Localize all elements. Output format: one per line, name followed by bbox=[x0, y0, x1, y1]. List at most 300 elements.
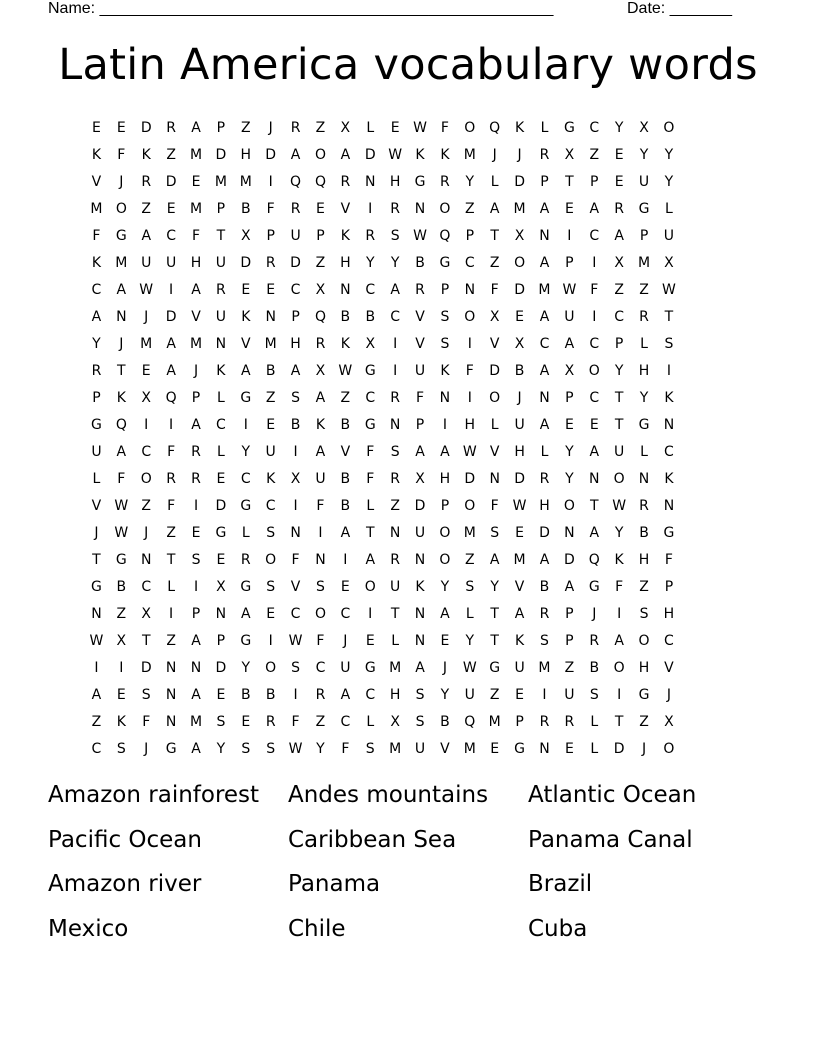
grid-letter: U bbox=[464, 686, 475, 703]
grid-letter: W bbox=[288, 632, 303, 649]
grid-letter: E bbox=[340, 578, 350, 595]
grid-letter: K bbox=[266, 470, 276, 487]
grid-row bbox=[84, 735, 732, 762]
grid-letter: F bbox=[590, 281, 599, 298]
grid-letter: Q bbox=[165, 389, 177, 406]
grid-letter: T bbox=[92, 551, 101, 568]
page-title: Latin America vocabulary words bbox=[58, 40, 758, 90]
grid-letter: C bbox=[91, 740, 102, 757]
grid-row bbox=[84, 384, 732, 411]
grid-letter: U bbox=[414, 524, 426, 541]
grid-letter: O bbox=[265, 659, 277, 676]
grid-letter: J bbox=[193, 362, 199, 379]
grid-letter: X bbox=[365, 335, 376, 352]
grid-letter: B bbox=[116, 578, 127, 595]
grid-letter: B bbox=[589, 659, 600, 676]
grid-letter: Y bbox=[639, 389, 649, 406]
grid-letter: E bbox=[266, 605, 276, 622]
grid-letter: D bbox=[265, 146, 277, 163]
grid-row bbox=[84, 141, 732, 168]
grid-letter: I bbox=[467, 389, 472, 406]
grid-letter: Y bbox=[614, 524, 624, 541]
grid-letter: O bbox=[613, 470, 625, 487]
grid-letter: K bbox=[340, 227, 350, 244]
grid-letter: V bbox=[514, 578, 525, 595]
grid-letter: C bbox=[290, 605, 301, 622]
grid-letter: H bbox=[638, 659, 650, 676]
grid-letter: G bbox=[663, 524, 675, 541]
grid-letter: Y bbox=[465, 173, 475, 190]
grid-letter: H bbox=[663, 605, 675, 622]
grid-letter: F bbox=[167, 443, 176, 460]
grid-letter: C bbox=[91, 281, 102, 298]
grid-letter: I bbox=[368, 200, 373, 217]
grid-letter: G bbox=[588, 578, 600, 595]
grid-letter: C bbox=[141, 578, 152, 595]
grid-letter: M bbox=[189, 713, 203, 730]
grid-letter: J bbox=[442, 659, 447, 676]
grid-letter: B bbox=[340, 470, 351, 487]
grid-letter: R bbox=[539, 713, 550, 730]
grid-letter: R bbox=[340, 173, 351, 190]
grid-letter: S bbox=[639, 605, 649, 622]
grid-letter: R bbox=[315, 686, 326, 703]
grid-letter: P bbox=[216, 632, 226, 649]
grid-letter: D bbox=[514, 470, 525, 487]
grid-letter: Q bbox=[489, 119, 501, 136]
grid-letter: R bbox=[589, 632, 600, 649]
grid-letter: N bbox=[190, 659, 202, 676]
grid-letter: S bbox=[191, 551, 201, 568]
grid-letter: N bbox=[265, 308, 276, 325]
word-list-item: Andes mountains bbox=[288, 782, 489, 808]
grid-letter: L bbox=[640, 335, 648, 352]
grid-letter: G bbox=[489, 659, 501, 676]
grid-letter: P bbox=[614, 335, 624, 352]
grid-letter: W bbox=[413, 119, 427, 136]
date-line: Date: _______ bbox=[627, 0, 732, 17]
grid-letter: A bbox=[191, 686, 201, 703]
grid-letter: M bbox=[463, 146, 476, 163]
grid-letter: V bbox=[440, 740, 450, 757]
grid-letter: E bbox=[216, 686, 226, 703]
grid-letter: U bbox=[663, 227, 675, 244]
grid-letter: Q bbox=[314, 173, 326, 190]
grid-letter: K bbox=[141, 146, 151, 163]
grid-letter: K bbox=[514, 119, 525, 136]
grid-letter: C bbox=[141, 443, 152, 460]
grid-letter: R bbox=[639, 497, 649, 514]
grid-letter: Y bbox=[639, 146, 649, 163]
grid-letter: G bbox=[91, 578, 102, 595]
grid-letter: R bbox=[315, 335, 326, 352]
grid-letter: H bbox=[464, 416, 476, 433]
grid-letter: I bbox=[193, 578, 199, 595]
grid-letter: R bbox=[539, 605, 550, 622]
grid-letter: X bbox=[514, 335, 525, 352]
grid-letter: N bbox=[389, 416, 401, 433]
grid-letter: O bbox=[563, 497, 575, 514]
grid-letter: D bbox=[140, 659, 152, 676]
grid-letter: D bbox=[464, 470, 476, 487]
grid-letter: X bbox=[390, 713, 400, 730]
grid-letter: F bbox=[316, 632, 325, 649]
grid-letter: V bbox=[340, 200, 351, 217]
grid-letter: K bbox=[415, 146, 425, 163]
grid-letter: I bbox=[193, 497, 199, 514]
grid-letter: R bbox=[564, 713, 575, 730]
grid-letter: U bbox=[315, 470, 326, 487]
grid-letter: X bbox=[614, 254, 624, 271]
grid-letter: W bbox=[562, 281, 577, 298]
grid-letter: P bbox=[216, 200, 226, 217]
grid-letter: I bbox=[592, 308, 597, 325]
grid-letter: U bbox=[614, 443, 625, 460]
grid-letter: I bbox=[368, 605, 373, 622]
grid-letter: E bbox=[241, 713, 251, 730]
grid-letter: K bbox=[340, 335, 350, 352]
grid-letter: N bbox=[589, 470, 600, 487]
grid-letter: X bbox=[240, 227, 251, 244]
grid-letter: J bbox=[666, 686, 671, 703]
grid-letter: M bbox=[513, 200, 526, 217]
grid-letter: O bbox=[265, 551, 277, 568]
grid-letter: D bbox=[290, 254, 301, 271]
grid-letter: N bbox=[165, 686, 177, 703]
grid-letter: H bbox=[638, 362, 650, 379]
grid-letter: E bbox=[564, 200, 574, 217]
grid-letter: J bbox=[517, 389, 522, 406]
grid-letter: T bbox=[614, 713, 624, 730]
grid-letter: S bbox=[415, 713, 425, 730]
grid-letter: V bbox=[91, 497, 102, 514]
grid-row bbox=[84, 114, 732, 141]
grid-letter: H bbox=[514, 443, 525, 460]
grid-row bbox=[84, 168, 732, 195]
grid-letter: I bbox=[119, 659, 124, 676]
grid-letter: E bbox=[266, 281, 276, 298]
grid-letter: L bbox=[391, 632, 400, 649]
grid-letter: S bbox=[241, 740, 251, 757]
grid-letter: I bbox=[169, 605, 174, 622]
grid-letter: C bbox=[539, 335, 550, 352]
grid-letter: I bbox=[467, 335, 472, 352]
grid-letter: B bbox=[415, 254, 425, 271]
grid-letter: W bbox=[338, 362, 353, 379]
grid-letter: R bbox=[191, 470, 201, 487]
grid-letter: O bbox=[115, 200, 127, 217]
grid-letter: S bbox=[390, 227, 400, 244]
grid-letter: L bbox=[216, 389, 225, 406]
grid-letter: U bbox=[390, 578, 401, 595]
grid-letter: B bbox=[340, 308, 351, 325]
grid-letter: G bbox=[115, 551, 127, 568]
grid-letter: N bbox=[215, 335, 227, 352]
grid-letter: R bbox=[91, 362, 102, 379]
grid-letter: V bbox=[290, 578, 301, 595]
grid-letter: I bbox=[666, 362, 671, 379]
grid-letter: K bbox=[241, 308, 251, 325]
grid-letter: R bbox=[240, 551, 251, 568]
grid-letter: U bbox=[414, 362, 426, 379]
grid-letter: J bbox=[144, 524, 149, 541]
grid-letter: A bbox=[191, 281, 201, 298]
grid-letter: U bbox=[514, 416, 525, 433]
grid-letter: W bbox=[89, 632, 104, 649]
grid-letter: F bbox=[117, 146, 126, 163]
grid-letter: C bbox=[614, 308, 625, 325]
grid-letter: Z bbox=[489, 686, 500, 703]
grid-letter: F bbox=[664, 551, 673, 568]
grid-letter: V bbox=[489, 335, 500, 352]
grid-letter: C bbox=[340, 605, 351, 622]
grid-letter: D bbox=[140, 119, 152, 136]
grid-letter: N bbox=[389, 524, 401, 541]
grid-letter: T bbox=[490, 227, 499, 244]
grid-letter: M bbox=[513, 551, 526, 568]
grid-letter: L bbox=[92, 470, 101, 487]
grid-letter: A bbox=[340, 686, 351, 703]
grid-letter: C bbox=[265, 497, 276, 514]
grid-letter: B bbox=[240, 686, 251, 703]
grid-letter: A bbox=[390, 281, 400, 298]
grid-letter: R bbox=[191, 443, 201, 460]
grid-letter: N bbox=[165, 713, 177, 730]
grid-row bbox=[84, 627, 732, 654]
grid-letter: A bbox=[91, 686, 102, 703]
grid-row bbox=[84, 654, 732, 681]
grid-letter: G bbox=[240, 497, 252, 514]
grid-letter: A bbox=[191, 632, 201, 649]
grid-letter: C bbox=[365, 686, 376, 703]
grid-letter: F bbox=[341, 740, 350, 757]
grid-letter: L bbox=[540, 119, 549, 136]
grid-letter: P bbox=[440, 497, 450, 514]
grid-row bbox=[84, 303, 732, 330]
grid-letter: L bbox=[366, 119, 375, 136]
grid-letter: V bbox=[191, 308, 201, 325]
grid-letter: M bbox=[239, 173, 252, 190]
grid-letter: P bbox=[266, 227, 275, 244]
grid-letter: R bbox=[141, 173, 152, 190]
grid-letter: I bbox=[268, 632, 273, 649]
grid-letter: A bbox=[241, 362, 251, 379]
grid-letter: I bbox=[617, 605, 622, 622]
grid-letter: K bbox=[91, 254, 102, 271]
grid-letter: A bbox=[539, 551, 550, 568]
grid-letter: E bbox=[390, 119, 400, 136]
grid-letter: V bbox=[91, 173, 102, 190]
grid-letter: O bbox=[364, 578, 376, 595]
grid-letter: W bbox=[462, 443, 477, 460]
grid-letter: P bbox=[291, 308, 300, 325]
grid-letter: D bbox=[414, 497, 426, 514]
grid-letter: Q bbox=[464, 713, 476, 730]
grid-letter: Y bbox=[92, 335, 101, 352]
grid-letter: S bbox=[216, 713, 226, 730]
grid-letter: S bbox=[266, 578, 276, 595]
grid-letter: Q bbox=[115, 416, 127, 433]
grid-letter: A bbox=[614, 632, 624, 649]
grid-letter: N bbox=[439, 389, 451, 406]
grid-letter: A bbox=[539, 254, 550, 271]
grid-letter: X bbox=[290, 470, 301, 487]
grid-letter: E bbox=[564, 416, 574, 433]
grid-letter: Z bbox=[265, 389, 276, 406]
grid-letter: Y bbox=[614, 119, 624, 136]
grid-letter: V bbox=[664, 659, 674, 676]
grid-letter: Y bbox=[241, 443, 251, 460]
grid-letter: L bbox=[590, 740, 599, 757]
grid-letter: D bbox=[165, 173, 177, 190]
grid-letter: C bbox=[589, 119, 600, 136]
grid-letter: A bbox=[539, 362, 550, 379]
grid-letter: R bbox=[390, 389, 400, 406]
word-list-item: Atlantic Ocean bbox=[528, 782, 697, 808]
grid-letter: E bbox=[589, 416, 599, 433]
grid-letter: A bbox=[564, 578, 575, 595]
grid-letter: B bbox=[265, 686, 276, 703]
grid-letter: C bbox=[340, 713, 351, 730]
grid-letter: G bbox=[638, 686, 650, 703]
grid-letter: T bbox=[490, 605, 499, 622]
grid-letter: U bbox=[514, 659, 525, 676]
grid-letter: B bbox=[365, 308, 376, 325]
grid-letter: C bbox=[664, 632, 674, 649]
grid-letter: M bbox=[264, 335, 277, 352]
grid-letter: R bbox=[290, 119, 301, 136]
grid-letter: F bbox=[490, 497, 499, 514]
grid-letter: L bbox=[640, 443, 648, 460]
grid-letter: B bbox=[290, 416, 301, 433]
grid-letter: H bbox=[638, 551, 650, 568]
grid-letter: N bbox=[165, 659, 177, 676]
grid-letter: M bbox=[214, 173, 227, 190]
grid-letter: H bbox=[539, 497, 550, 514]
grid-letter: Z bbox=[465, 200, 475, 217]
grid-letter: K bbox=[440, 362, 450, 379]
grid-letter: S bbox=[116, 740, 126, 757]
grid-letter: O bbox=[439, 200, 451, 217]
grid-letter: G bbox=[240, 632, 252, 649]
word-list-item: Panama bbox=[288, 871, 381, 897]
grid-letter: B bbox=[514, 362, 525, 379]
grid-letter: K bbox=[415, 578, 425, 595]
grid-letter: K bbox=[664, 389, 674, 406]
grid-letter: J bbox=[119, 173, 124, 190]
grid-letter: E bbox=[116, 686, 126, 703]
grid-letter: E bbox=[141, 362, 151, 379]
grid-letter: Z bbox=[465, 551, 475, 568]
grid-letter: E bbox=[564, 740, 574, 757]
grid-letter: Y bbox=[614, 362, 624, 379]
grid-letter: C bbox=[464, 254, 475, 271]
grid-letter: A bbox=[539, 308, 550, 325]
grid-letter: Z bbox=[639, 281, 649, 298]
grid-letter: W bbox=[114, 497, 129, 514]
grid-letter: D bbox=[215, 146, 227, 163]
grid-letter: P bbox=[565, 254, 574, 271]
grid-letter: F bbox=[465, 362, 474, 379]
grid-letter: F bbox=[291, 713, 300, 730]
grid-letter: H bbox=[340, 254, 351, 271]
grid-letter: G bbox=[638, 200, 650, 217]
grid-letter: S bbox=[291, 659, 301, 676]
grid-letter: R bbox=[390, 470, 400, 487]
grid-letter: X bbox=[315, 281, 326, 298]
grid-letter: I bbox=[169, 416, 174, 433]
grid-letter: Y bbox=[465, 632, 475, 649]
grid-letter: J bbox=[94, 524, 99, 541]
grid-letter: E bbox=[316, 200, 325, 217]
grid-letter: N bbox=[315, 551, 326, 568]
grid-letter: S bbox=[266, 740, 276, 757]
grid-letter: W bbox=[288, 740, 303, 757]
grid-letter: C bbox=[290, 281, 301, 298]
grid-row bbox=[84, 357, 732, 384]
grid-letter: A bbox=[415, 659, 425, 676]
grid-letter: A bbox=[340, 146, 351, 163]
grid-letter: R bbox=[290, 200, 301, 217]
grid-letter: P bbox=[216, 119, 226, 136]
grid-letter: A bbox=[116, 281, 127, 298]
grid-letter: I bbox=[592, 254, 597, 271]
grid-letter: Z bbox=[589, 146, 600, 163]
grid-letter: A bbox=[141, 227, 152, 244]
grid-letter: H bbox=[290, 335, 301, 352]
grid-letter: A bbox=[564, 335, 575, 352]
grid-letter: A bbox=[440, 605, 450, 622]
grid-letter: U bbox=[215, 308, 227, 325]
grid-letter: I bbox=[617, 686, 622, 703]
grid-letter: S bbox=[390, 443, 400, 460]
grid-letter: P bbox=[590, 173, 599, 190]
grid-row bbox=[84, 708, 732, 735]
grid-letter: C bbox=[365, 281, 376, 298]
grid-letter: X bbox=[340, 119, 351, 136]
grid-letter: S bbox=[589, 686, 599, 703]
grid-letter: C bbox=[589, 389, 600, 406]
grid-letter: U bbox=[414, 740, 426, 757]
grid-letter: S bbox=[465, 578, 475, 595]
grid-letter: X bbox=[639, 119, 649, 136]
grid-letter: M bbox=[189, 200, 203, 217]
grid-letter: M bbox=[463, 740, 476, 757]
grid-letter: A bbox=[589, 200, 600, 217]
grid-letter: A bbox=[191, 416, 201, 433]
grid-letter: K bbox=[664, 470, 674, 487]
grid-letter: K bbox=[440, 146, 450, 163]
grid-letter: A bbox=[91, 308, 102, 325]
grid-letter: O bbox=[613, 659, 625, 676]
grid-letter: R bbox=[365, 227, 376, 244]
grid-letter: B bbox=[340, 497, 351, 514]
grid-letter: M bbox=[538, 281, 551, 298]
grid-letter: N bbox=[464, 281, 476, 298]
grid-letter: N bbox=[564, 524, 575, 541]
grid-letter: A bbox=[539, 200, 550, 217]
grid-letter: Z bbox=[315, 119, 326, 136]
grid-row bbox=[84, 276, 732, 303]
grid-letter: L bbox=[216, 443, 225, 460]
grid-letter: T bbox=[614, 389, 624, 406]
grid-letter: A bbox=[340, 524, 351, 541]
grid-row bbox=[84, 600, 732, 627]
grid-letter: O bbox=[638, 632, 650, 649]
grid-letter: X bbox=[514, 227, 525, 244]
grid-letter: A bbox=[166, 362, 176, 379]
grid-letter: X bbox=[564, 146, 575, 163]
